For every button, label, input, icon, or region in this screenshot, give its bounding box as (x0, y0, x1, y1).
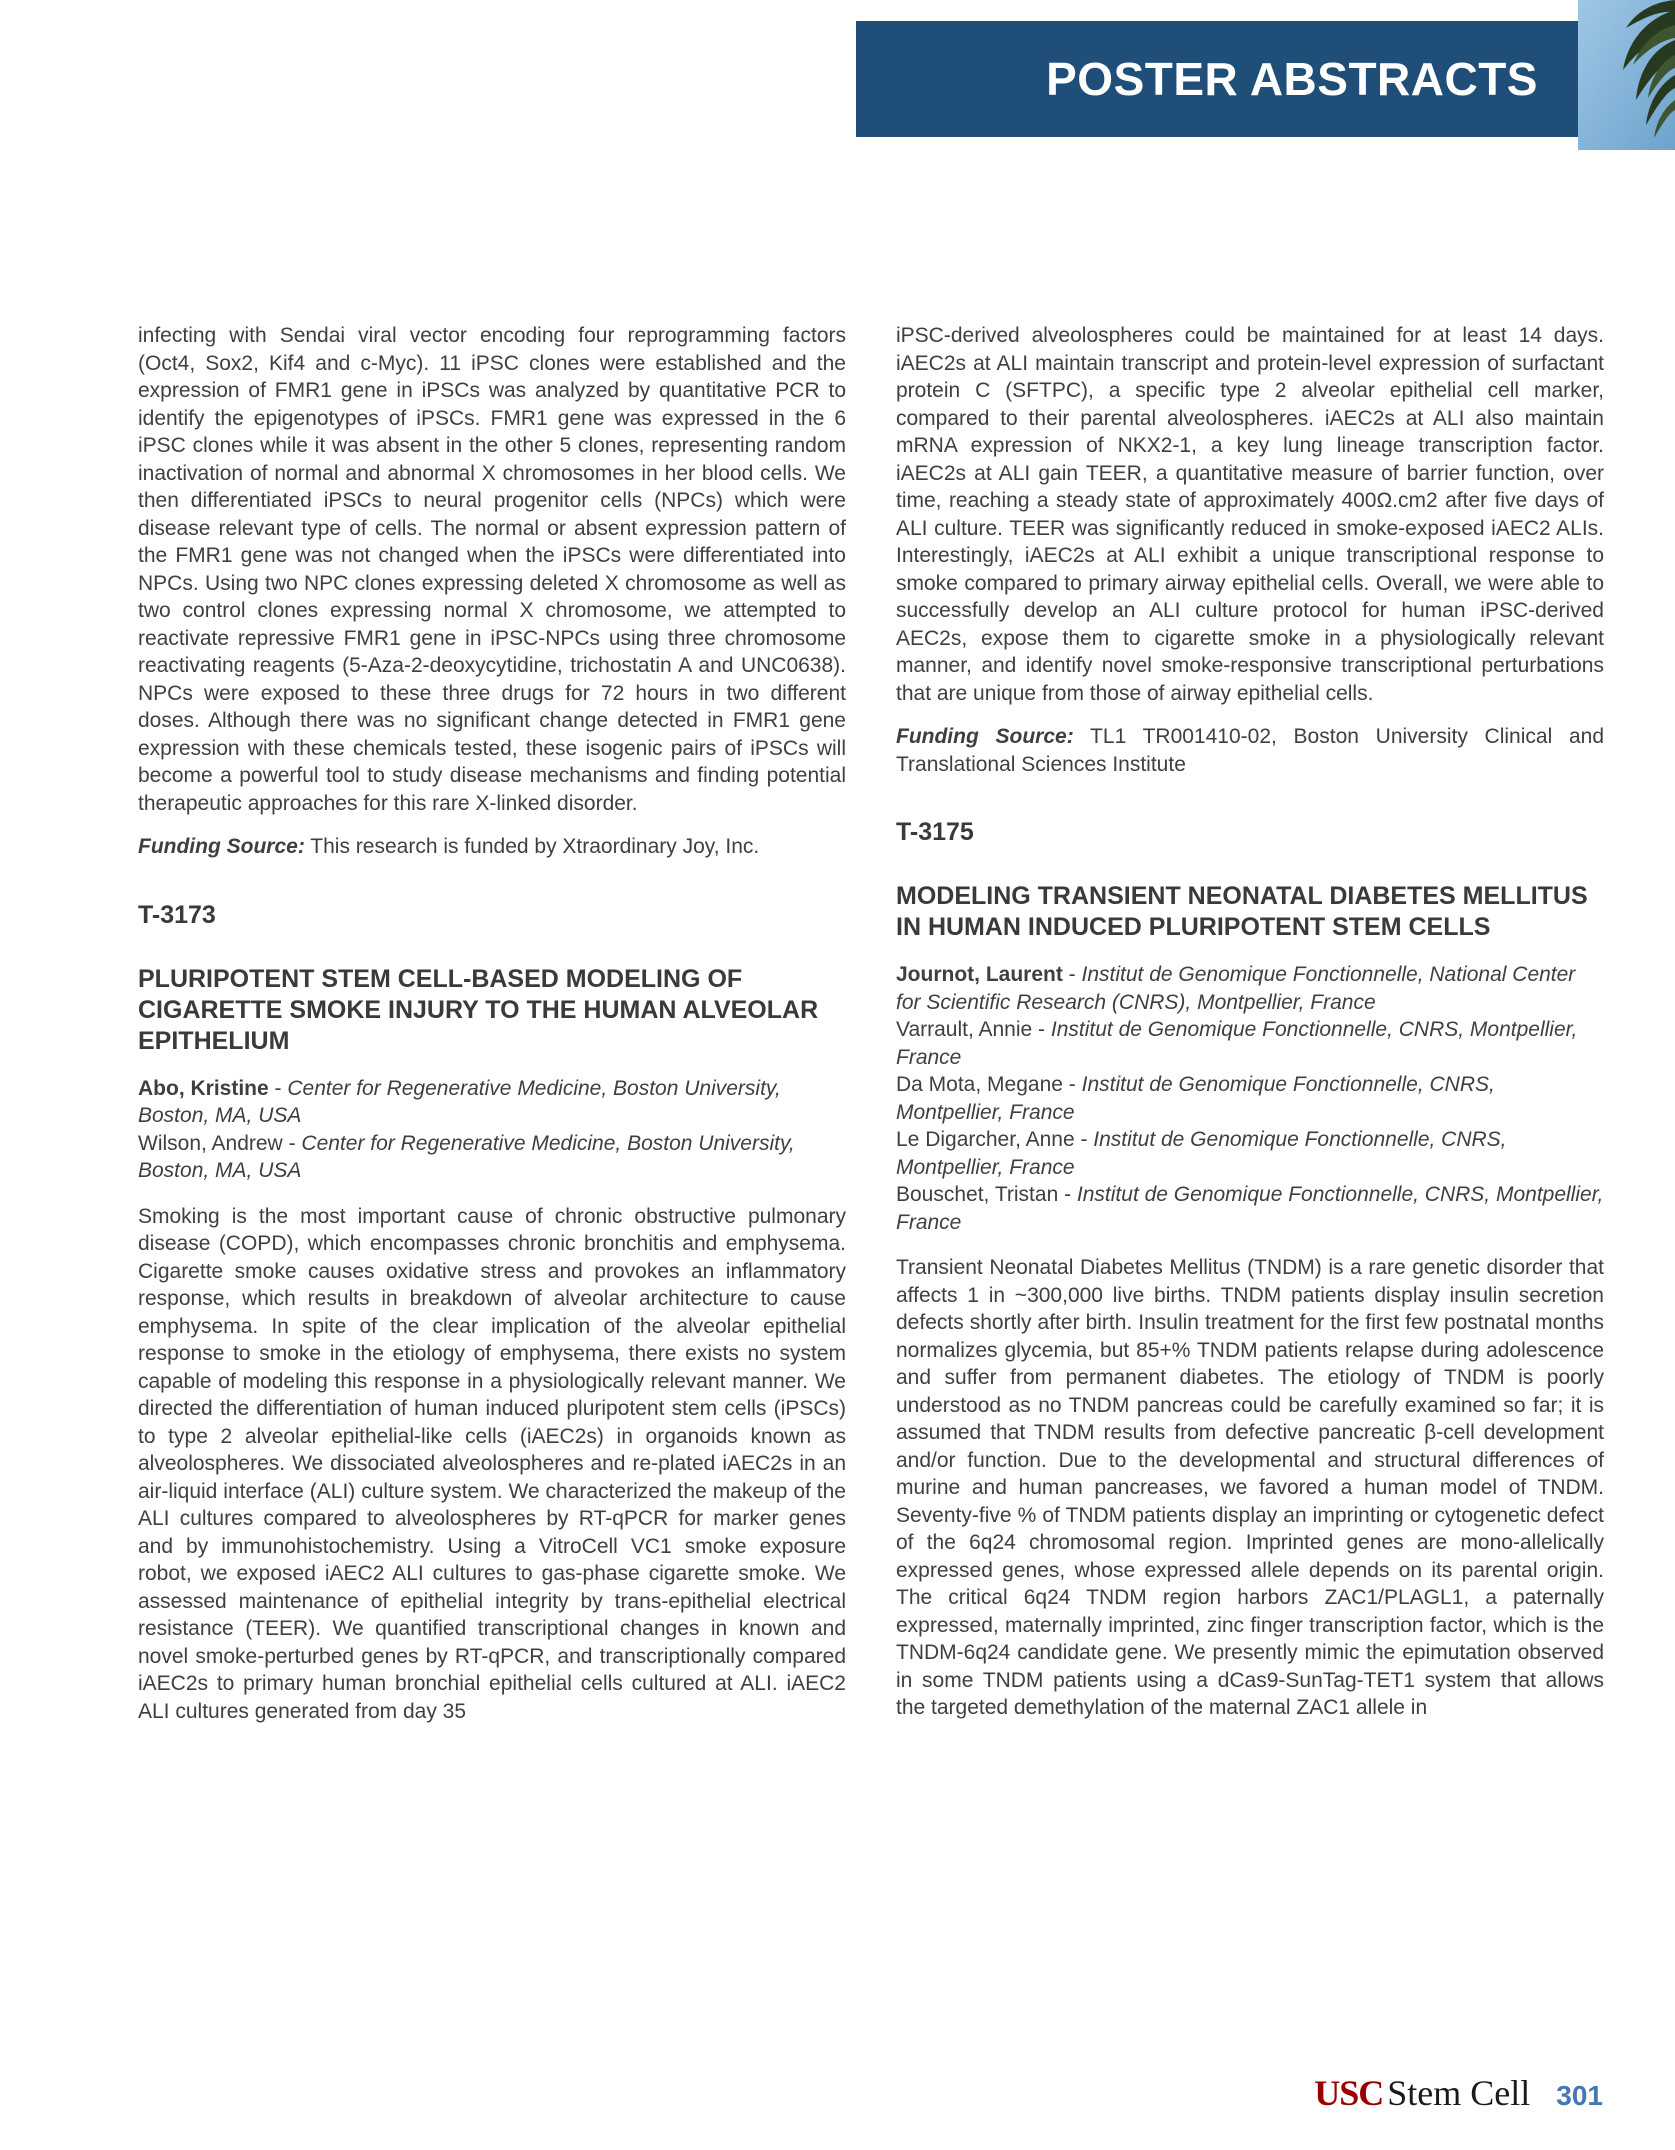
funding-source-text: TL1 TR001410-02, Boston University Clinical and Translational Sciences Institute (896, 725, 1604, 776)
funding-source (896, 723, 1604, 778)
author-line (896, 1181, 1604, 1236)
page-footer (1314, 2072, 1603, 2114)
author-line (896, 1071, 1604, 1126)
author-separator: - (1032, 1018, 1051, 1041)
funding-source-label: Funding Source: (896, 725, 1074, 748)
palm-tree-image (1578, 0, 1675, 150)
funding-source-label: Funding Source: (138, 835, 305, 858)
author-list (138, 1075, 846, 1185)
stem-cell-logo-text: Stem Cell (1387, 2073, 1531, 2113)
author-affiliation: Institut de Genomique Fonctionnelle, CNRS, Montpellier, France (896, 1128, 1507, 1179)
author-name: Bouschet, Tristan (896, 1183, 1059, 1206)
author-separator: - (282, 1131, 302, 1155)
abstract-body: Transient Neonatal Diabetes Mellitus (TNDM) is a rare genetic disorder that affects 1 in ~300,000 live births. TNDM patients display insulin secretion defects shortly after birth. Insulin treatment for the first few postnatal months normalizes glycemia, but 85+% TNDM patients relapse during adolescence and suffer from permanent diabetes. The etiology of TNDM is poorly understood as no TNDM pancreas could be carefully examined so far; it is assumed that TNDM results from defective pancreatic β-cell development and/or function. Due to the developmental and structural differences of murine and human pancreases, we favored a human model of TNDM. Seventy-five % of TNDM patients display an imprinting or cytogenetic defect of the 6q24 chromosomal region. Imprinted genes are mono-allelically expressed genes, whose expressed allele depends on its parental origin. The critical 6q24 TNDM region harbors ZAC1/PLAGL1, a paternally expressed, maternally imprinted, zinc finger transcription factor, which is the TNDM-6q24 candidate gene. We presently mimic the epimutation observed in some TNDM patients using a dCas9-SunTag-TET1 system that allows the targeted demethylation of the maternal ZAC1 allele in (896, 1256, 1604, 1719)
author-separator: - (1058, 1183, 1077, 1206)
author-affiliation: Institut de Genomique Fonctionnelle, CNRS, Montpellier, France (896, 1183, 1604, 1234)
author-affiliation: Center for Regenerative Medicine, Boston University, Boston, MA, USA (138, 1131, 795, 1182)
author-line (138, 1075, 846, 1130)
author-separator: - (1062, 1073, 1082, 1096)
author-name: Abo, Kristine (138, 1076, 269, 1100)
author-separator: - (268, 1076, 288, 1100)
funding-source (138, 833, 846, 861)
abstract-continuation-text: iPSC-derived alveolospheres could be maintained for at least 14 days. iAEC2s at ALI maintain transcript and protein-level expression of surfactant protein C (SFTPC), a specific type 2 alveolar epithelial cell marker, compared to their parental alveolospheres. iAEC2s at ALI also maintain mRNA expression of NKX2-1, a key lung lineage transcription factor. iAEC2s at ALI gain TEER, a quantitative measure of barrier function, over time, reaching a steady state of approximately 400Ω.cm2 after five days of ALI culture. TEER was significantly reduced in smoke-exposed iAEC2 ALIs. Interestingly, iAEC2s at ALI exhibit a unique transcriptional response to smoke compared to primary airway epithelial cells. Overall, we were able to successfully develop an ALI culture protocol for human iPSC-derived AEC2s, expose them to cigarette smoke in a physiologically relevant manner, and identify novel smoke-responsive transcriptional perturbations that are unique from those of airway epithelial cells. (896, 324, 1604, 705)
author-line (896, 961, 1604, 1016)
page-number: 301 (1556, 2080, 1603, 2111)
author-affiliation: Institut de Genomique Fonctionnelle, CNRS, Montpellier, France (896, 1018, 1578, 1069)
page-title: POSTER ABSTRACTS (1046, 53, 1538, 105)
author-separator: - (1074, 1128, 1094, 1151)
author-line (896, 1126, 1604, 1181)
author-separator: - (1062, 963, 1082, 986)
funding-source-text: This research is funded by Xtraordinary Joy, Inc. (304, 835, 760, 858)
usc-logo: USC (1314, 2073, 1384, 2113)
abstract-id: T-3173 (138, 900, 216, 929)
abstract-body: Smoking is the most important cause of chronic obstructive pulmonary disease (COPD), which encompasses chronic bronchitis and emphysema. Cigarette smoke causes oxidative stress and provokes an inflammatory response, which results in breakdown of alveolar architecture to cause emphysema. In spite of the clear implication of the alveolar epithelial response to smoke in the etiology of emphysema, there exists no system capable of modeling this response in a physiologically relevant manner. We directed the differentiation of human induced pluripotent stem cells (iPSCs) to type 2 alveolar epithelial-like cells (iAEC2s) in organoids known as alveolospheres. We dissociated alveolospheres and re-plated iAEC2s in an air-liquid interface (ALI) culture system. We characterized the makeup of the ALI cultures compared to alveolospheres by RT-qPCR for marker genes and by immunohistochemistry. Using a VitroCell VC1 smoke exposure robot, we exposed iAEC2 ALI cultures to gas-phase cigarette smoke. We assessed maintenance of epithelial integrity by trans-epithelial electrical resistance (TEER). We quantified transcriptional changes in known and novel smoke-perturbed genes by RT-qPCR, and transcriptionally compared iAEC2s to primary human bronchial epithelial cells cultured at ALI. iAEC2 ALI cultures generated from day 35 (138, 1204, 846, 1723)
author-name: Le Digarcher, Anne (896, 1128, 1075, 1151)
author-name: Da Mota, Megane (896, 1073, 1063, 1096)
right-column (896, 322, 1604, 1725)
author-name: Wilson, Andrew (138, 1131, 283, 1155)
author-list (896, 961, 1604, 1236)
abstract-title: MODELING TRANSIENT NEONATAL DIABETES MELLITUS IN HUMAN INDUCED PLURIPOTENT STEM CELLS (896, 882, 1588, 941)
abstract-columns (138, 322, 1604, 1725)
abstract-continuation-text: infecting with Sendai viral vector encoding four reprogramming factors (Oct4, Sox2, Kif4 and c-Myc). 11 iPSC clones were established and the expression of FMR1 gene in iPSCs was analyzed by quantitative PCR to identify the epigenotypes of iPSCs. FMR1 gene was expressed in the 6 iPSC clones while it was absent in the other 5 clones, representing random inactivation of normal and abnormal X chromosomes in her blood cells. We then differentiated iPSCs to neural progenitor cells (NPCs) which were disease relevant type of cells. The normal or absent expression pattern of the FMR1 gene was not changed when the iPSCs were differentiated into NPCs. Using two NPC clones expressing deleted X chromosome as well as two control clones expressing normal X chromosome, we attempted to reactivate repressive FMR1 gene in iPSC-NPCs using three chromosome reactivating reagents (5-Aza-2-deoxycytidine, trichostatin A and UNC0638). NPCs were exposed to these three drugs for 72 hours in two different doses. Although there was no significant change detected in FMR1 gene expression with these chemicals tested, these isogenic pairs of iPSCs will become a powerful tool to study disease mechanisms and finding potential therapeutic approaches for this rare X-linked disorder. (138, 324, 846, 815)
author-line (896, 1016, 1604, 1071)
author-affiliation: Center for Regenerative Medicine, Boston University, Boston, MA, USA (138, 1076, 781, 1127)
author-affiliation: Institut de Genomique Fonctionnelle, CNRS, Montpellier, France (896, 1073, 1495, 1124)
abstract-title: PLURIPOTENT STEM CELL-BASED MODELING OF CIGARETTE SMOKE INJURY TO THE HUMAN ALVEOLAR EPITHELIUM (138, 964, 819, 1055)
author-line (138, 1130, 846, 1185)
left-column (138, 322, 846, 1725)
author-name: Varrault, Annie (896, 1018, 1033, 1041)
author-name: Journot, Laurent (896, 963, 1063, 986)
palm-tree-illustration (1578, 0, 1675, 150)
header-banner (856, 21, 1578, 137)
abstract-id: T-3175 (896, 818, 974, 846)
author-affiliation: Institut de Genomique Fonctionnelle, National Center for Scientific Research (CNRS), Montpellier, France (896, 963, 1576, 1014)
